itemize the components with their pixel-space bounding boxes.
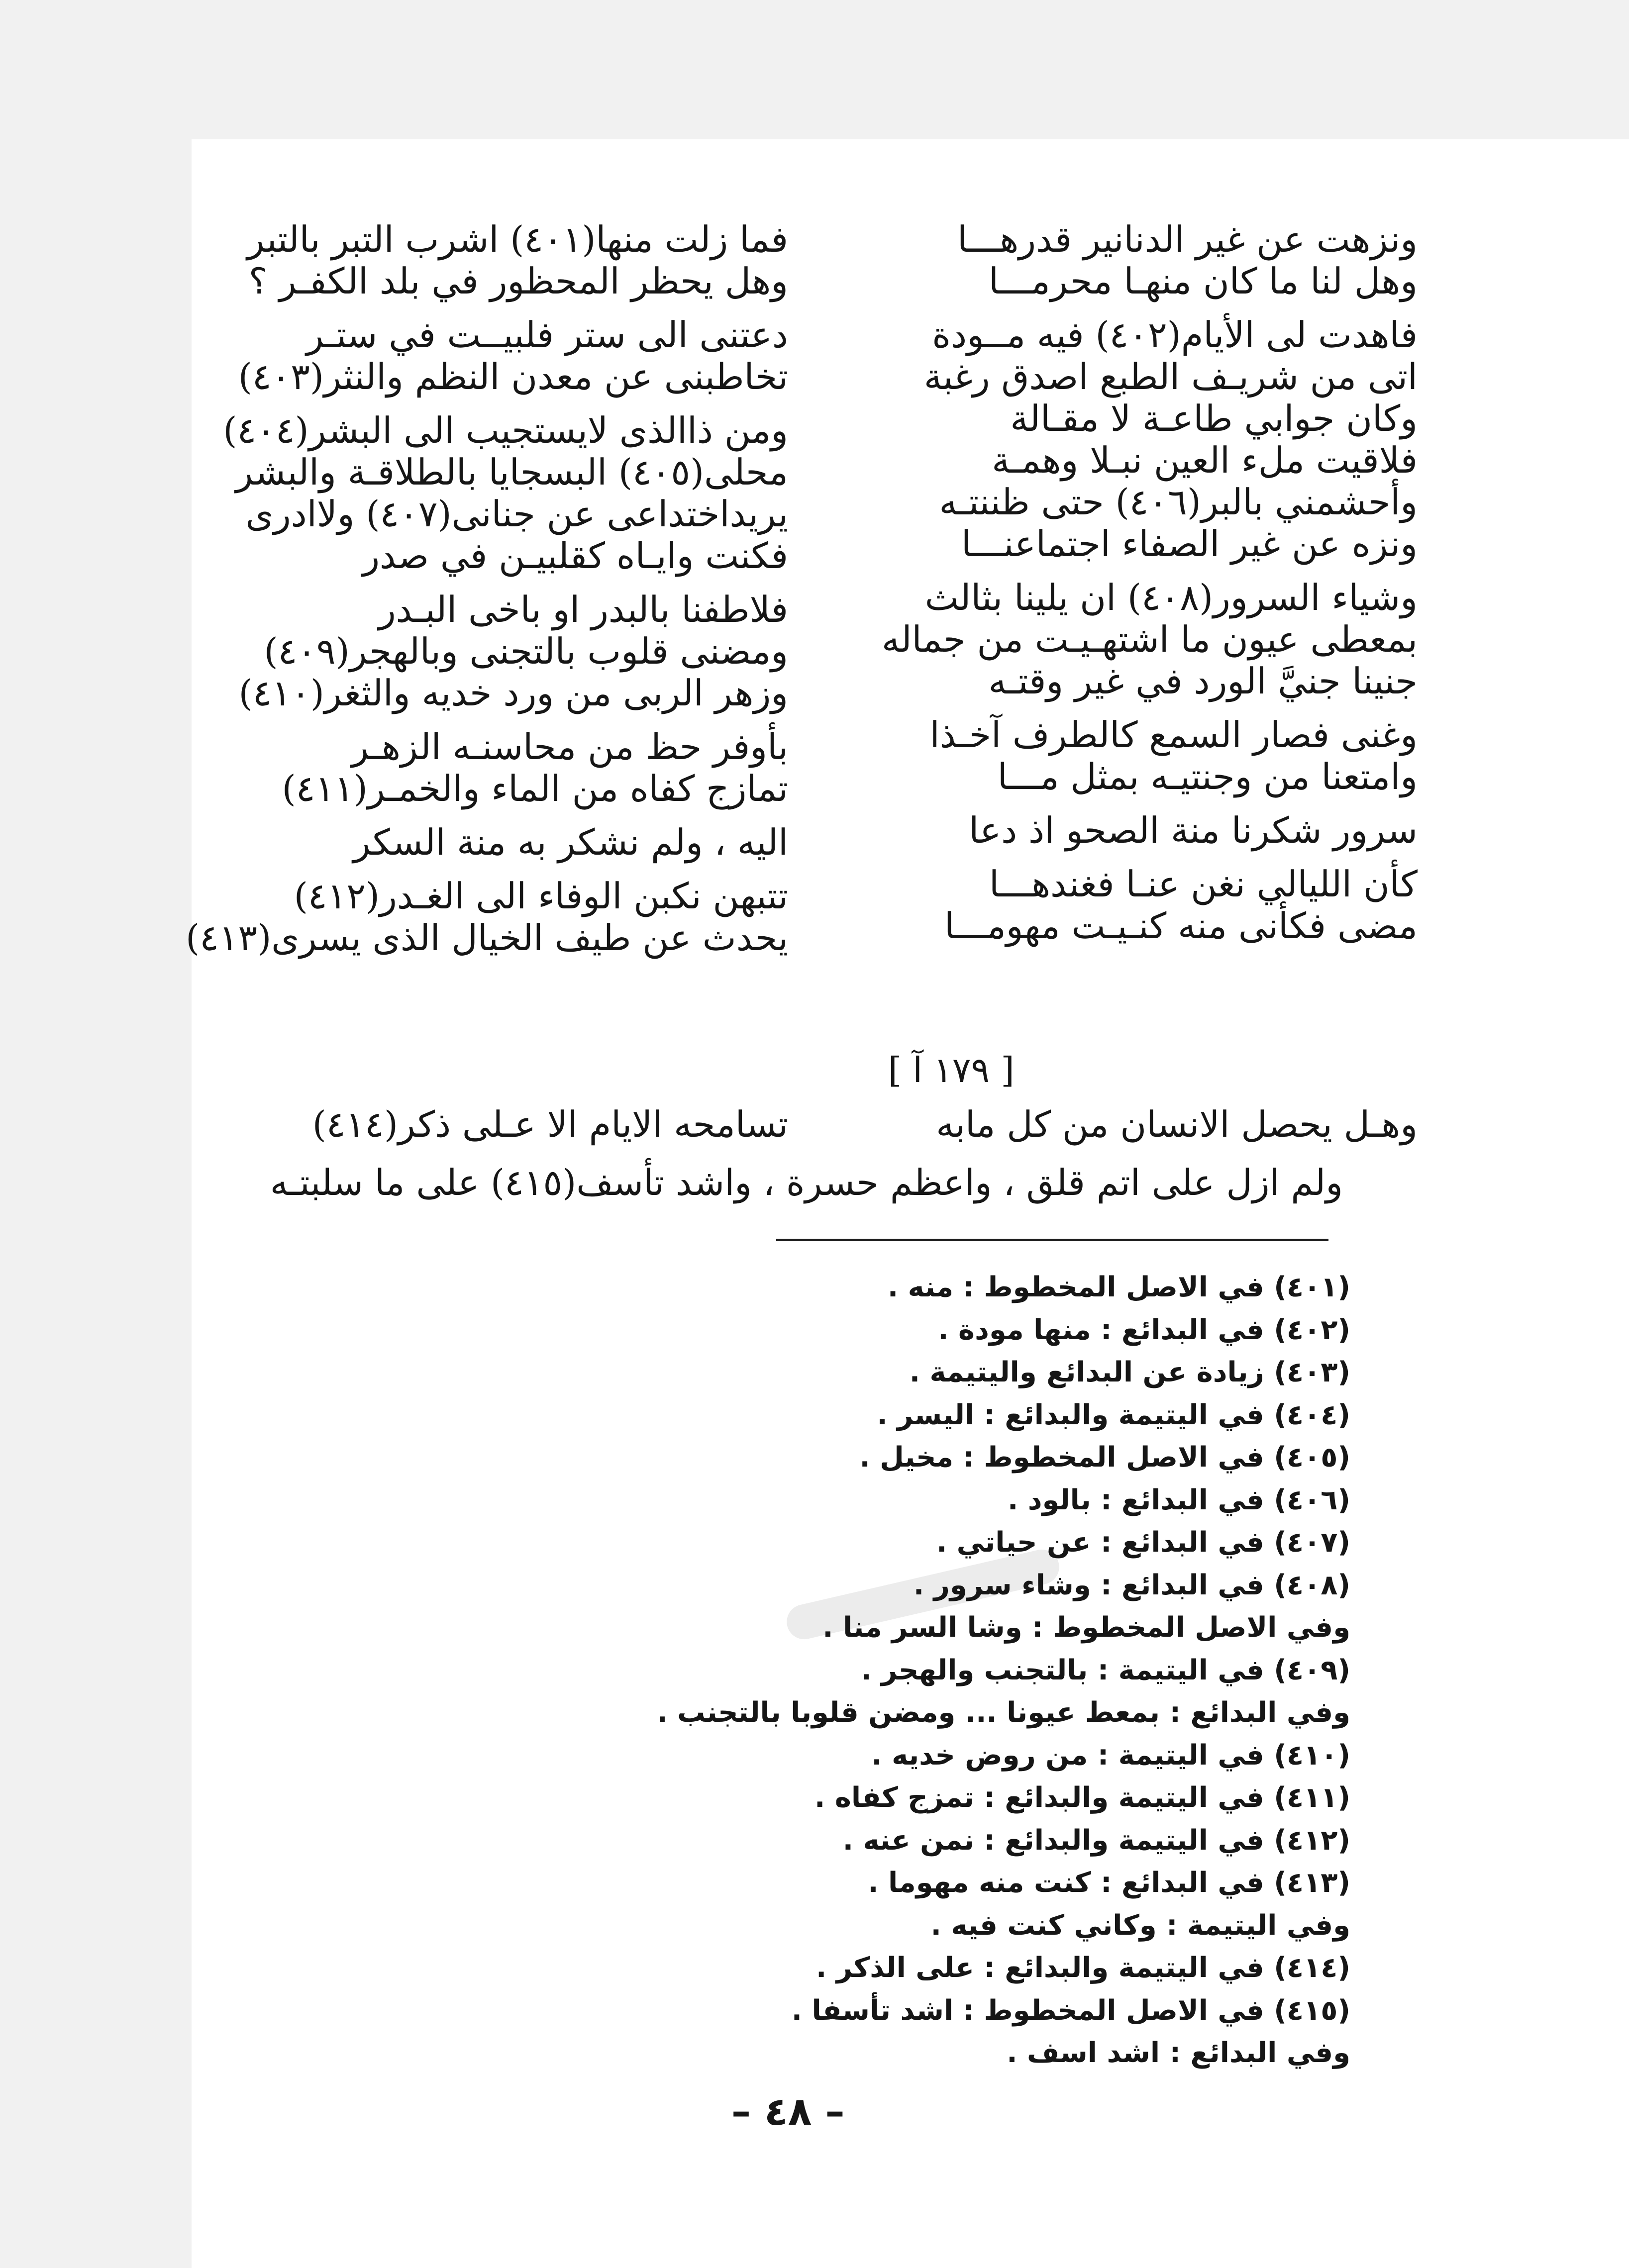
footnote: (٤١٠) في اليتيمة : من روض خديه . [871,1739,1350,1772]
verse-line-left: يحدث عن طيف الخيال الذى يسرى(٤١٣) [186,917,788,959]
footnotes [657,1266,1350,2074]
verse-line-right: وامتعنا من وجنتيـه بمثل مـــا [997,756,1418,797]
footnote: (٤٠٥) في الاصل المخطوط : مخيل . [859,1441,1350,1474]
verse-line-right: بمعطى عيون ما اشتهـيـت من جماله [881,618,1418,660]
verse-line-left: ومن ذاالذى لايستجيب الى البشر(٤٠٤) [223,409,788,451]
verse-final-left: تسامحه الايام الا عـلى ذكر(٤١٤) [312,1103,788,1145]
footnote: (٤١٤) في اليتيمة والبدائع : على الذكر . [816,1952,1350,1984]
verse-line-right: ونزهت عن غير الدنانير قدرهـــا [957,218,1418,260]
verse-line-left: تمازج كفاه من الماء والخمـر(٤١١) [282,768,788,809]
verse-column-left [181,219,788,959]
verse-line-right: فلاقيت ملء العين نبـلا وهمـة [992,439,1418,481]
verse-line-left: يريداختداعى عن جنانى(٤٠٧) ولاادرى [245,493,788,535]
footnote: (٤١٥) في الاصل المخطوط : اشد تأسفا . [791,1994,1350,2027]
verse-line-left: دعتنى الى ستر فلبيــت في ستـر [306,314,788,356]
verse-line-right: سرور شكرنا منة الصحو اذ دعا [969,809,1418,851]
verse-column-right [870,219,1418,947]
verse-line-left: وزهر الربى من ورد خديه والثغر(٤١٠) [238,672,788,714]
footnote: (٤٠٦) في البدائع : بالود . [1007,1483,1350,1516]
verse-line-right: وأحشمني بالبر(٤٠٦) حتى ظننتـه [939,481,1418,523]
verse-line-right: كأن الليالي نغن عنـا فغندهـــا [989,863,1418,905]
footnote: (٤٠١) في الاصل المخطوط : منه . [887,1271,1350,1303]
verse-line-left: محلى(٤٠٥) البسجايا بالطلاقـة والبشر [235,451,788,493]
verse-line-right: جنينا جنيَّ الورد في غير وقتـه [988,660,1418,702]
verse-line-left: وهل يحظر المحظور في بلد الكفـر ؟ [248,260,788,302]
verse-line-right: وهل لنا ما كان منهـا محرمـــا [989,260,1418,302]
footnote: (٤١١) في اليتيمة والبدائع : تمزج كفاه . [814,1781,1350,1814]
footnote: وفي البدائع : بمعط عيونا ... ومضن قلوبا بالتجنب . [657,1696,1350,1729]
footnote: (٤٠٣) زيادة عن البدائع واليتيمة . [909,1356,1350,1388]
footnote: (٤٠٨) في البدائع : وشاء سرور . [913,1569,1350,1601]
footnote: (٤٠٤) في اليتيمة والبدائع : اليسر . [877,1398,1350,1431]
verse-line-right: اتى من شريـف الطبع اصدق رغبة [923,356,1418,397]
verse-line-left: تتبهن نكبن الوفاء الى الغـدر(٤١٢) [294,875,788,917]
stanza-gap [870,565,1418,577]
stanza-gap [870,302,1418,314]
footnote: (٤١٢) في اليتيمة والبدائع : نمن عنه . [842,1824,1350,1857]
footnote: وفي اليتيمة : وكاني كنت فيه . [930,1909,1350,1942]
stanza-gap [870,702,1418,714]
footnote: (٤٠٩) في اليتيمة : بالتجنب والهجر . [861,1654,1350,1686]
footnote-divider [776,1239,1328,1241]
stanza-gap [181,398,788,410]
verse-line-right: ونزه عن غير الصفاء اجتماعنـــا [961,523,1418,565]
verse-line-right: وغنى فصار السمع كالطرف آخـذا [929,714,1418,756]
folio-mark: [ ١٧٩ آ ] [888,1050,1015,1090]
stanza-gap [181,864,788,876]
footnote: (٤٠٧) في البدائع : عن حياتي . [936,1526,1350,1559]
stanza-gap [870,852,1418,864]
verse-line-right: فاهدت لى الأيام(٤٠٢) فيه مــودة [932,314,1418,356]
footnote: (٤٠٢) في البدائع : منها مودة . [938,1313,1350,1346]
verse-line-left: فكنت وايـاه كقلبيـن في صدر [362,535,788,577]
verse-line-left: فلاطفنا بالبدر او باخى البـدر [378,589,788,630]
verse-line-right: وشياء السرور(٤٠٨) ان يلينا بثالث [924,577,1418,618]
stanza-gap [181,714,788,726]
verse-line-left: فما زلت منها(٤٠١) اشرب التبر بالتبر [247,218,788,260]
stanza-gap [870,798,1418,810]
footnote: (٤١٣) في البدائع : كنت منه مهوما . [868,1867,1350,1899]
verse-line-right: مضى فكأنى منه كنـيـت مهومـــا [944,905,1418,947]
footnote: وفي الاصل المخطوط : وشا السر منا . [822,1611,1350,1644]
stanza-gap [181,577,788,589]
prose-line: ولم ازل على اتم قلق ، واعظم حسرة ، واشد تأسف(٤١٥) على ما سلبتـه [270,1162,1343,1203]
verse-line-right: وكان جوابي طاعـة لا مقـالة [1010,397,1418,439]
page-number: – ٤٨ – [731,2089,845,2134]
verse-line-left: تخاطبنى عن معدن النظم والنثر(٤٠٣) [238,356,788,397]
footnote: وفي البدائع : اشد اسف . [1007,2037,1350,2069]
stanza-gap [181,302,788,314]
verse-line-left: اليه ، ولم نشكر به منة السكر [353,821,788,863]
verse-final-right: وهـل يحصل الانسان من كل مابه [936,1103,1418,1145]
verse-line-left: ومضنى قلوب بالتجنى وبالهجر(٤٠٩) [264,630,788,672]
verse-line-left: بأوفر حظ من محاسنـه الزهـر [351,726,788,768]
stanza-gap [181,810,788,822]
